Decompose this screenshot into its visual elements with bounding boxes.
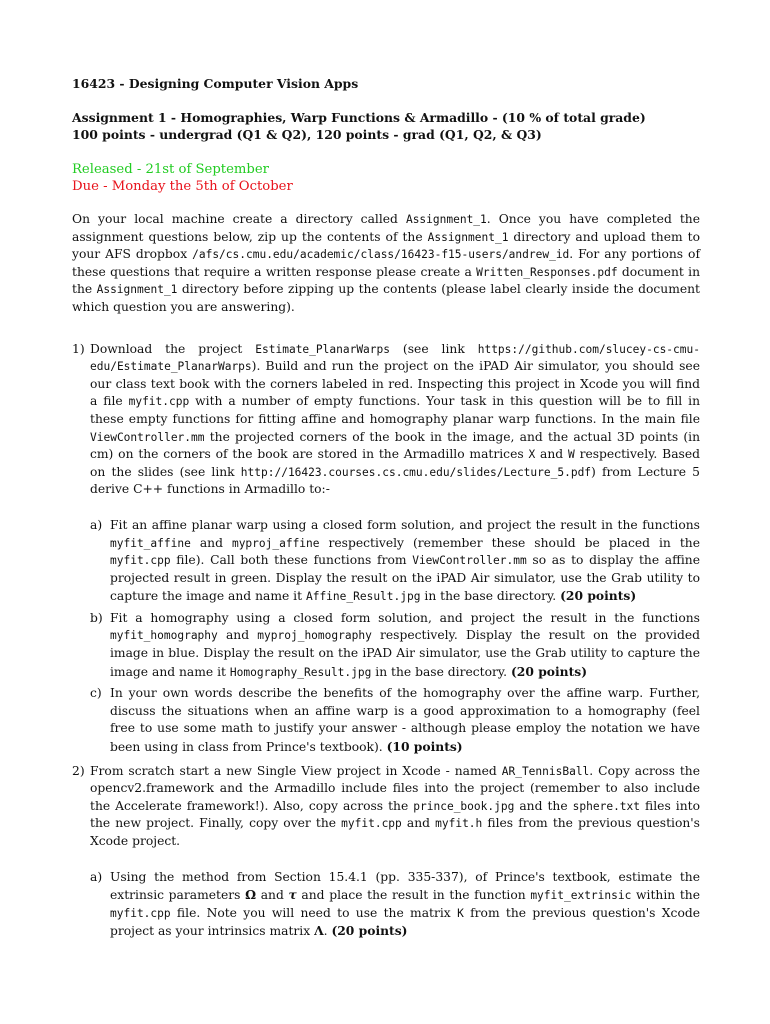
text-run: the projected corners of the book in the image, and the actual 3D points (in cm) on the corners of the book are stored in the Armadillo matrices — [90, 429, 700, 462]
assignment-title: Assignment 1 - Homographies, Warp Functions & Armadillo - (10 % of total grade) — [72, 110, 646, 125]
code-text: myfit.cpp — [128, 395, 190, 409]
text-run: so as to display the affine projected result in green. Display the result on the iPAD Air simulator, use the Grab utility to capture the image and name it — [110, 553, 700, 604]
text-run: ) from Lecture 5 derive C++ functions in Armadillo to:- — [90, 464, 700, 497]
text-run: b) — [90, 610, 103, 625]
text-run: ). Build and run the project on the iPAD Air simulator, you should see our class text book with the corners labeled in red. Inspecting this project in Xcode you will find a file — [90, 359, 700, 409]
text-run: and — [535, 447, 569, 462]
text-run: and place the result in the function — [296, 888, 531, 903]
code-text: X — [528, 448, 536, 462]
text-run: In your own words describe the benefits of the homography over the affine warp. Further, discuss the situations when an affine warp is a good approximation to a homography (feel free to use some math to justify your answer - although please employ the notation we have been using in class from Prince's textbook). — [110, 686, 700, 755]
text-run: respectively. Based on the slides (see link — [90, 447, 700, 479]
code-text: myfit.cpp — [341, 817, 402, 831]
text-run: directory and upload them to your AFS dropbox — [72, 229, 700, 262]
text-run: c) — [90, 686, 102, 701]
question-list — [72, 341, 700, 941]
code-text: Affine_Result.jpg — [305, 590, 421, 604]
points-label: (20 points) — [510, 663, 588, 679]
code-text: sphere.txt — [572, 799, 641, 813]
text-run: directory before zipping up the contents (please label clearly inside the document which question you are answering). — [72, 282, 700, 314]
question-1-subparts — [90, 517, 700, 757]
text-run: . Once you have completed the assignment questions below, zip up the contents of the — [72, 212, 700, 244]
text-run: and — [217, 628, 258, 643]
code-text: Estimate_PlanarWarps — [255, 342, 390, 356]
code-text: ViewController.mm — [412, 554, 527, 568]
text-run: and — [190, 535, 232, 550]
slides-link[interactable]: http://16423.courses.cs.cmu.edu/slides/Lecture_5.pdf — [240, 465, 592, 479]
text-run: . Copy across the opencv2.framework and the Armadillo include files into the project (remember to also include the Accelerate framework!). Also, copy across the — [90, 763, 700, 813]
code-text: myfit.cpp — [110, 554, 171, 568]
code-text: W — [568, 448, 575, 462]
project-link[interactable]: https://github.com/slucey-cs-cmu-edu/Estimate_PlanarWarps — [90, 342, 700, 374]
points-line: 100 points - undergrad (Q1 & Q2), 120 points - grad (Q1, Q2, & Q3) — [72, 127, 542, 142]
text-run: and — [401, 816, 436, 831]
question-1a — [90, 517, 700, 606]
text-run: in the base directory. — [420, 589, 561, 604]
text-run: From scratch start a new Single View project in Xcode - named — [90, 763, 502, 778]
text-run: . For any portions of these questions that require a written response please create a — [72, 247, 701, 279]
points-label: (10 points) — [386, 739, 463, 755]
question-2a — [90, 869, 700, 941]
code-text: myfit_homography — [110, 629, 218, 643]
text-run: respectively. Display the result on the provided image in blue. Display the result on the iPAD Air simulator, use the Grab utility to capture the image and name it — [110, 628, 700, 679]
text-run: respectively (remember these should be placed in the — [319, 535, 700, 550]
question-number: 2) — [72, 763, 85, 778]
text-run: in the base directory. — [371, 664, 511, 679]
question-number: 1) — [72, 341, 85, 356]
text-run: files from the previous question's Xcode project. — [90, 816, 700, 848]
code-text: K — [457, 906, 464, 920]
text-run: file). Call both these functions from — [170, 553, 413, 568]
code-text: Written_Responses.pdf — [476, 265, 618, 279]
text-run: and — [256, 888, 289, 903]
text-run: from the previous question's Xcode project as your intrinsics matrix — [110, 905, 701, 939]
code-text: AR_TennisBall — [501, 764, 590, 778]
text-run: a) — [90, 869, 103, 884]
text-run: Download the project — [90, 341, 256, 356]
code-text: myfit.h — [435, 817, 483, 831]
text-run: with a number of empty functions. Your task in this question will be to fill in these empty functions for fitting affine and homography planar warp functions. In the main file — [90, 394, 701, 426]
code-text: Assignment_1 — [405, 213, 487, 226]
afs-path: /afs/cs.cmu.edu/academic/class/16423-f15-users/andrew_id — [192, 248, 570, 262]
text-run: Λ — [314, 923, 324, 939]
text-run: a) — [90, 517, 103, 532]
points-label: (20 points) — [331, 923, 408, 939]
text-run: Ω — [245, 887, 257, 903]
text-run: Fit an affine planar warp using a closed form solution, and project the result in the functions — [110, 517, 700, 532]
text-run: within the — [631, 888, 700, 903]
question-2-subparts — [90, 869, 700, 941]
question-1 — [72, 341, 700, 757]
text-run: Fit a homography using a closed form solution, and project the result in the functions — [110, 610, 700, 625]
text-run: . — [323, 924, 332, 939]
text-run: (see link — [390, 341, 478, 356]
text-run: Using the method from Section 15.4.1 (pp. 335-337), of Prince's textbook, estimate the extrinsic parameters — [110, 869, 700, 903]
code-text: ViewController.mm — [90, 430, 205, 444]
course-title: 16423 - Designing Computer Vision Apps — [72, 76, 359, 91]
text-run: τ — [288, 887, 297, 903]
code-text: myproj_affine — [231, 536, 320, 550]
text-run: and the — [514, 798, 573, 813]
release-date: Released - 21st of September — [72, 162, 269, 177]
code-text: Homography_Result.jpg — [229, 665, 372, 679]
text-run: file. Note you will need to use the matrix — [170, 905, 458, 920]
code-text: Assignment_1 — [96, 283, 178, 297]
code-text: myproj_homography — [257, 629, 372, 643]
code-text: myfit_affine — [110, 536, 191, 550]
code-text: Assignment_1 — [427, 230, 509, 244]
intro-paragraph — [72, 211, 700, 317]
text-run: document in the — [72, 264, 700, 297]
question-1b — [90, 610, 700, 681]
code-text: myfit.cpp — [110, 906, 171, 920]
code-text: myfit_extrinsic — [530, 889, 632, 903]
code-text: prince_book.jpg — [413, 799, 515, 813]
text-run: files into the new project. Finally, copy over the — [90, 798, 700, 831]
text-run: On your local machine create a directory called — [72, 212, 406, 226]
points-label: (20 points) — [560, 588, 637, 604]
question-2 — [72, 763, 700, 941]
due-date: Due - Monday the 5th of October — [72, 179, 293, 194]
question-1c — [90, 685, 700, 756]
